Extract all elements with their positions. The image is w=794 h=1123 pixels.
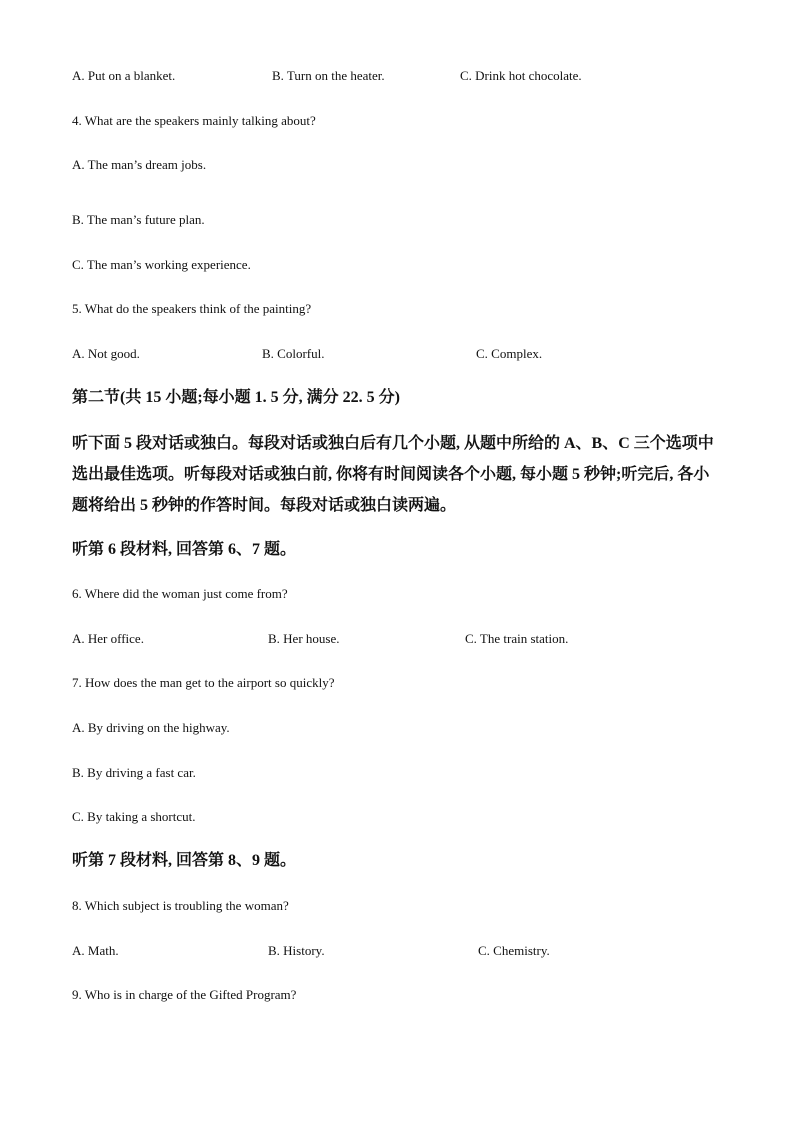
q3-option-c: C. Drink hot chocolate. [460,68,582,83]
q3-option-b: B. Turn on the heater. [272,68,385,83]
q9-question: 9. Who is in charge of the Gifted Program? [72,987,297,1002]
q7-option-b: B. By driving a fast car. [72,765,196,780]
q6-question: 6. Where did the woman just come from? [72,586,288,601]
q7-question: 7. How does the man get to the airport so quickly? [72,675,335,690]
q6-option-c: C. The train station. [465,631,569,646]
section2-title: 第二节(共 15 小题;每小题 1. 5 分, 满分 22. 5 分) [72,389,400,406]
instructions-line-1: 听下面 5 段对话或独白。每段对话或独白后有几个小题, 从题中所给的 A、B、C 三个选项中 [72,435,714,452]
q6-option-b: B. Her house. [268,631,340,646]
q4-question: 4. What are the speakers mainly talking about? [72,113,316,128]
q5-option-c: C. Complex. [476,346,543,361]
q5-option-b: B. Colorful. [262,346,325,361]
q5-option-a: A. Not good. [72,346,140,361]
q7-option-c: C. By taking a shortcut. [72,809,196,824]
material6-heading: 听第 6 段材料, 回答第 6、7 题。 [72,541,297,558]
q4-option-a: A. The man’s dream jobs. [72,157,207,172]
q3-option-a: A. Put on a blanket. [72,68,176,83]
q4-option-c: C. The man’s working experience. [72,257,251,272]
q8-option-b: B. History. [268,943,325,958]
q8-option-a: A. Math. [72,943,119,958]
q6-option-a: A. Her office. [72,631,144,646]
q8-question: 8. Which subject is troubling the woman? [72,898,289,913]
material7-heading: 听第 7 段材料, 回答第 8、9 题。 [72,852,297,869]
q5-question: 5. What do the speakers think of the painting? [72,301,312,316]
q8-option-c: C. Chemistry. [478,943,550,958]
instructions-line-3: 题将给出 5 秒钟的作答时间。每段对话或独白读两遍。 [72,497,457,514]
q4-option-b: B. The man’s future plan. [72,212,205,227]
instructions-line-2: 选出最佳选项。听每段对话或独白前, 你将有时间阅读各个小题, 每小题 5 秒钟;听完后, 各小 [72,466,710,483]
q7-option-a: A. By driving on the highway. [72,720,230,735]
section2-instructions [72,428,732,521]
